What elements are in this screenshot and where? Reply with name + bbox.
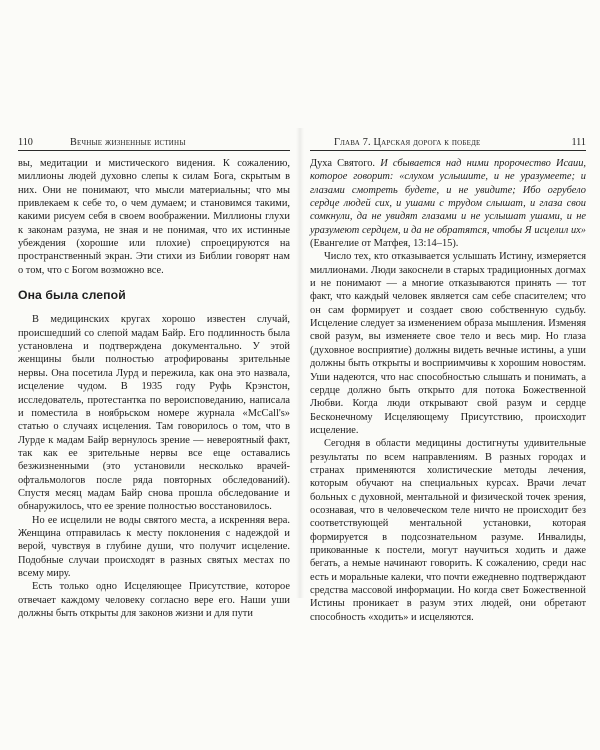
right-page-body — [310, 151, 586, 624]
paragraph: Сегодня в области медицины достигнуты удивительные результаты по всем направлениям. В разных городах и странах применяются холистические методы лечения, которым обучают на специальных курсах. Врачи лечат больных с духовной, ментальной и физической точек зрения, осознавая, что в человеческом теле ничто не происходит без соответствующей ментальной установки, которая формируется в подсознательном разуме. Инвалиды, прикованные к постели, могут научиться ходить и даже бегать, а немые начинают говорить. К сожалению, среди нас есть и моральные калеки, что почти ежедневно подтверждают средства массовой информации. Но когда свет Божественной Истины проникает в разум этих людей, они обретают способность «ходить» и исцеляются. — [310, 438, 586, 623]
running-head-right — [310, 136, 586, 151]
left-page — [18, 136, 290, 619]
paragraph: Число тех, кто отказывается услышать Истину, измеряется миллионами. Люди закоснели в старых традиционных догмах и не понимают — а многие отказываются принять — тот факт, что каждый человек является сам себе спасителем; что он сам формирует и создает свою собственную судьбу. Исцеление следует за изменением образа мышления. Изменяя свой разум, вы изменяете свое тело и весь мир. Но глаза (духовное восприятие) должны видеть вечные истины, а уши должны быть открыты и восприимчивы к хорошим новостям. Уши надеются, что нас способностью слышать и понимать, а сердце должно быть открыто для потока Божественной Любви. Когда люди открывают свой разум и сердце Бесконечному Исцеляющему Присутствию, происходит исцеление. — [310, 251, 586, 436]
paragraph: Но ее исцелили не воды святого места, а искренняя вера. Женщина отправилась к месту поклонения с надеждой и верой, чувствуя в глубине души, что получит исцеление. Подобные случаи происходят в разных святых местах по всему миру. — [18, 514, 290, 579]
paragraph: В медицинских кругах хорошо известен случай, происшедший со слепой мадам Байр. Его подлинность была установлена и подтверждена документально. У этой женщины были полностью атрофированы зрительные нервы. Она посетила Лурд и пережила, как она это назвала, исцеление чудом. В 1935 году Руфь Крэнстон, исследователь, протестантка по вероисповеданию, написала и поместила в ноябрьском номере журнала «McCall's» статью о случаях исцеления. Там говорилось о том, что в Лурде к мадам Байр вернулось зрение — невероятный факт, так как ее зрительные нервы все еще оставались безжизненными (это установили несколько врачей-офтальмологов после ряда повторных обследований). Спустя месяц мадам Байр снова прошла обследование и обнаружилось, что ее зрение полностью восстановилось. — [18, 314, 290, 513]
section-heading: Она была слепой — [18, 288, 126, 303]
scripture-reference: (Евангелие от Матфея, 13:14–15). — [310, 238, 459, 250]
book-gutter — [296, 128, 304, 598]
page-number-right: 111 — [571, 137, 586, 148]
right-page — [310, 136, 586, 623]
running-head-left — [18, 136, 290, 151]
scripture-quote: И сбывается над ними пророчество Исаии, которое говорит: «слухом услышите, и не уразумеете; и глазами смотреть будете, и не увидите; Ибо огрубело сердце людей сих, и ушами с трудом слышат, и глаза свои сомкнули, да не увидят глазами и не услышат ушами, и не уразумеют сердцем, и да не обратятся, чтобы Я исцелил их» — [310, 158, 586, 236]
paragraph: Есть только одно Исцеляющее Присутствие, которое отвечает каждому человеку согласно вере его. Наши уши должны быть открыты для законов жизни и для пути — [18, 581, 290, 619]
running-title-left: Вечные жизненные истины — [70, 137, 186, 148]
page-number-left: 110 — [18, 137, 33, 148]
paragraph: вы, медитации и мистического видения. К сожалению, миллионы людей духовно слепы к силам Бога, скрытым в них. Они не понимают, что мысли материальны; что мы привлекаем к себе то, о чем думаем; и становимся такими, какими рисуем себя в своем воображении. Миллионы глухи к законам разума, не зная и не понимая, что их истинные убеждения (хорошие или плохие) спроецируются на пространственный экран. Эти стихи из Библии говорят нам о том, что с Богом возможно все. — [18, 158, 290, 276]
scripture-quote-paragraph — [310, 157, 586, 250]
running-title-right: Глава 7. Царская дорога к победе — [334, 137, 481, 148]
left-page-body — [18, 151, 290, 620]
quote-lead: Духа Святого. — [310, 158, 381, 169]
